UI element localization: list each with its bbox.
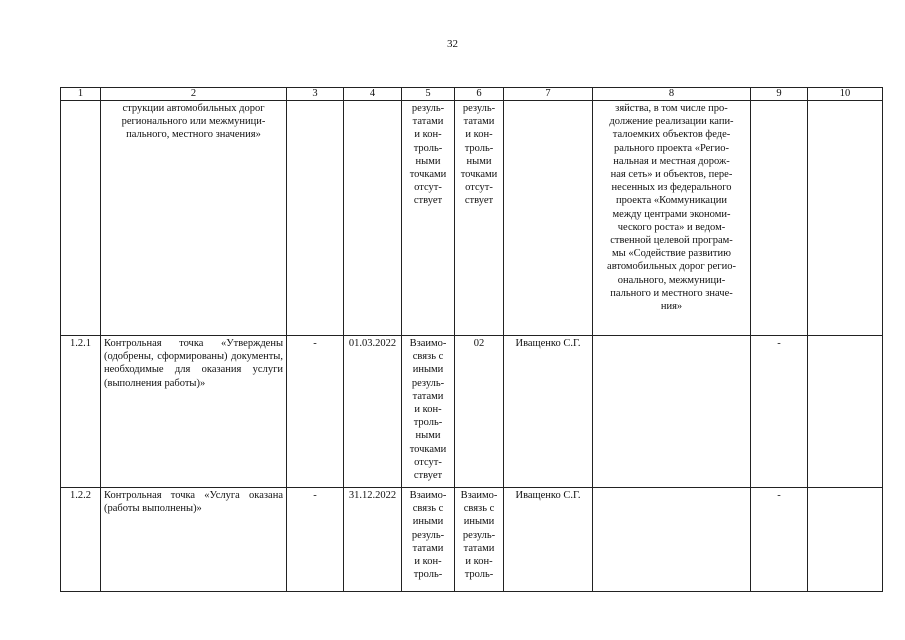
row-number-cell (61, 101, 101, 336)
description-cell (593, 336, 751, 488)
col5-cell (402, 488, 455, 592)
cell-line: ная сеть» и объектов, пере- (610, 169, 733, 181)
cell-line: ческого роста» и ведом- (617, 221, 726, 233)
cell-line: резуль- (411, 103, 445, 114)
col3-cell: - (287, 336, 344, 488)
cell-line: татами (412, 542, 444, 554)
col3-cell (287, 101, 344, 336)
cell-line: отсут- (414, 182, 442, 194)
header-cell-5: 5 (402, 88, 455, 101)
name-cell: Контрольная точка «Услуга оказана (работы выполнены)» (101, 488, 287, 592)
cell-line: ными (466, 155, 492, 167)
description-cell (593, 488, 751, 592)
cell-line: ствует (413, 470, 443, 482)
cell-line: несенных из федерального (611, 182, 732, 194)
col5-cell (402, 101, 455, 336)
cell-line: Взаимо- (409, 490, 447, 501)
page-number: 32 (447, 38, 458, 50)
name-cell: струкции автомобильных дорог регионального или межмуници-пального, местного значения» (101, 101, 287, 336)
cell-line: ственной целевой програм- (610, 235, 733, 247)
header-cell-3: 3 (287, 88, 344, 101)
header-cell-7: 7 (504, 88, 593, 101)
name-cell: Контрольная точка «Утверждены (одобрены, сформированы) документы, необходимые для оказания услуги (выполнения работы)» (101, 336, 287, 488)
col10-cell (808, 336, 883, 488)
row-number-cell: 1.2.1 (61, 336, 101, 488)
cell-line: резуль- (462, 529, 496, 541)
cell-line: точками (409, 443, 447, 455)
cell-line: 02 (473, 338, 485, 349)
col10-cell (808, 101, 883, 336)
cell-line: татами (412, 390, 444, 402)
cell-line: троль- (413, 142, 443, 154)
table-row (61, 336, 883, 488)
date-cell (344, 101, 402, 336)
cell-line: татами (463, 542, 495, 554)
cell-line: между центрами экономи- (612, 208, 731, 220)
cell-line: троль- (413, 569, 443, 581)
cell-line: пального и местного значе- (610, 287, 733, 299)
cell-line: связь с (412, 503, 444, 515)
table-row (61, 488, 883, 592)
col9-cell: - (751, 488, 808, 592)
cell-line: и кон- (465, 556, 493, 568)
cell-line: иными (412, 364, 444, 376)
cell-line: и кон- (414, 129, 442, 141)
col10-cell (808, 488, 883, 592)
date-cell: 31.12.2022 (344, 488, 402, 592)
cell-line: татами (412, 116, 444, 128)
header-cell-8: 8 (593, 88, 751, 101)
cell-line: и кон- (414, 404, 442, 416)
cell-line: точками (409, 169, 447, 181)
cell-line: ствует (464, 195, 494, 207)
col6-cell (455, 101, 504, 336)
cell-line: зяйства, в том числе про- (615, 103, 728, 114)
col3-cell: - (287, 488, 344, 592)
cell-line: автомобильных дорог регио- (607, 261, 736, 273)
cell-line: связь с (463, 503, 495, 515)
row-number-cell: 1.2.2 (61, 488, 101, 592)
table-row (61, 101, 883, 336)
cell-line: троль- (464, 569, 494, 581)
cell-line: должение реализации капи- (609, 116, 734, 128)
cell-line: резуль- (411, 529, 445, 541)
responsible-cell (504, 101, 593, 336)
cell-line: связь с (412, 351, 444, 363)
col9-cell: - (751, 336, 808, 488)
cell-line: ными (415, 155, 441, 167)
cell-line: нальная и местная дорож- (613, 155, 730, 167)
header-row (61, 88, 883, 101)
cell-line: и кон- (414, 556, 442, 568)
cell-line: ствует (413, 195, 443, 207)
cell-line: иными (463, 516, 495, 528)
col5-cell (402, 336, 455, 488)
cell-line: ния» (660, 301, 683, 313)
cell-line: резуль- (411, 377, 445, 389)
cell-line: татами (463, 116, 495, 128)
cell-line: отсут- (414, 456, 442, 468)
cell-line: и кон- (465, 129, 493, 141)
cell-line: иными (412, 516, 444, 528)
date-cell: 01.03.2022 (344, 336, 402, 488)
cell-line: Взаимо- (460, 490, 498, 501)
cell-line: троль- (413, 417, 443, 429)
cell-line: проекта «Коммуникации (616, 195, 727, 207)
cell-line: онального, межмуници- (617, 274, 726, 286)
header-cell-1: 1 (61, 88, 101, 101)
col6-cell (455, 336, 504, 488)
header-cell-10: 10 (808, 88, 883, 101)
header-cell-4: 4 (344, 88, 402, 101)
cell-line: ными (415, 430, 441, 442)
responsible-cell: Иващенко С.Г. (504, 488, 593, 592)
cell-line: отсут- (465, 182, 493, 194)
cell-line: талоемких объектов феде- (612, 129, 731, 141)
col9-cell (751, 101, 808, 336)
control-points-table (60, 87, 883, 592)
responsible-cell: Иващенко С.Г. (504, 336, 593, 488)
header-cell-9: 9 (751, 88, 808, 101)
cell-line: точками (460, 169, 498, 181)
cell-line: резуль- (462, 103, 496, 114)
cell-line: Взаимо- (409, 338, 447, 349)
cell-line: мы «Содействие развитию (612, 248, 731, 260)
header-cell-6: 6 (455, 88, 504, 101)
cell-line: рального проекта «Регио- (614, 142, 729, 154)
col6-cell (455, 488, 504, 592)
header-cell-2: 2 (101, 88, 287, 101)
cell-line: троль- (464, 142, 494, 154)
description-cell (593, 101, 751, 336)
